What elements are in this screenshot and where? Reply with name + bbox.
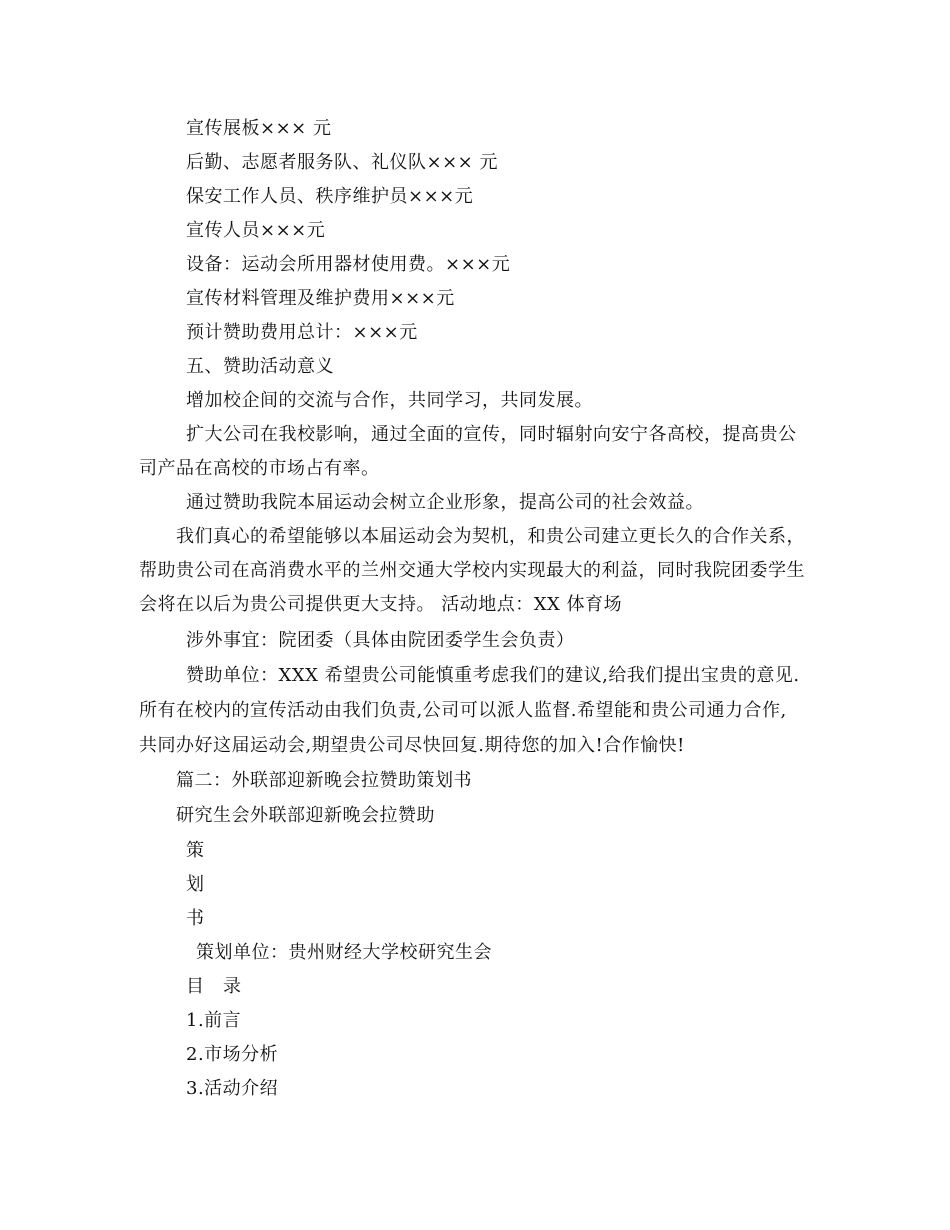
text-line: 策划单位：贵州财经大学校研究生会 [196, 942, 492, 963]
text-line: 赞助单位：XXX 希望贵公司能慎重考虑我们的建议,给我们提出宝贵的意见. [186, 665, 800, 686]
text-line: 司产品在高校的市场占有率。 [139, 458, 380, 479]
text-line: 研究生会外联部迎新晚会拉赞助 [176, 805, 435, 826]
text-line: 帮助贵公司在高消费水平的兰州交通大学校内实现最大的利益，同时我院团委学生 [139, 560, 805, 581]
text-line: 预计赞助费用总计：×××元 [186, 322, 418, 343]
text-line: 扩大公司在我校影响，通过全面的宣传，同时辐射向安宁各高校，提高贵公 [186, 424, 797, 445]
section-heading: 五、赞助活动意义 [186, 356, 334, 377]
text-line: 通过赞助我院本届运动会树立企业形象，提高公司的社会效益。 [186, 492, 704, 513]
text-line: 会将在以后为贵公司提供更大支持。 活动地点：XX 体育场 [139, 594, 623, 615]
text-line: 增加校企间的交流与合作，共同学习，共同发展。 [186, 390, 593, 411]
title-char: 策 [186, 840, 205, 861]
section-heading: 篇二：外联部迎新晚会拉赞助策划书 [176, 770, 472, 791]
toc-item: 3.活动介绍 [186, 1078, 279, 1099]
title-char: 书 [186, 908, 205, 929]
text-line: 保安工作人员、秩序维护员×××元 [186, 186, 474, 207]
text-line: 后勤、志愿者服务队、礼仪队××× 元 [186, 152, 498, 173]
text-line: 宣传人员×××元 [186, 220, 326, 241]
text-line: 宣传展板××× 元 [186, 118, 332, 139]
text-line: 设备：运动会所用器材使用费。×××元 [186, 254, 511, 275]
text-line: 共同办好这届运动会,期望贵公司尽快回复.期待您的加入!合作愉快! [139, 735, 685, 756]
toc-item: 1.前言 [186, 1010, 242, 1031]
text-line: 涉外事宜：院团委（具体由院团委学生会负责） [186, 630, 575, 651]
text-line: 宣传材料管理及维护费用×××元 [186, 288, 455, 309]
toc-heading: 目 录 [186, 976, 242, 997]
text-line: 我们真心的希望能够以本届运动会为契机，和贵公司建立更长久的合作关系， [176, 526, 805, 547]
text-line: 所有在校内的宣传活动由我们负责,公司可以派人监督.希望能和贵公司通力合作, [139, 700, 787, 721]
title-char: 划 [186, 874, 205, 895]
toc-item: 2.市场分析 [186, 1044, 279, 1065]
